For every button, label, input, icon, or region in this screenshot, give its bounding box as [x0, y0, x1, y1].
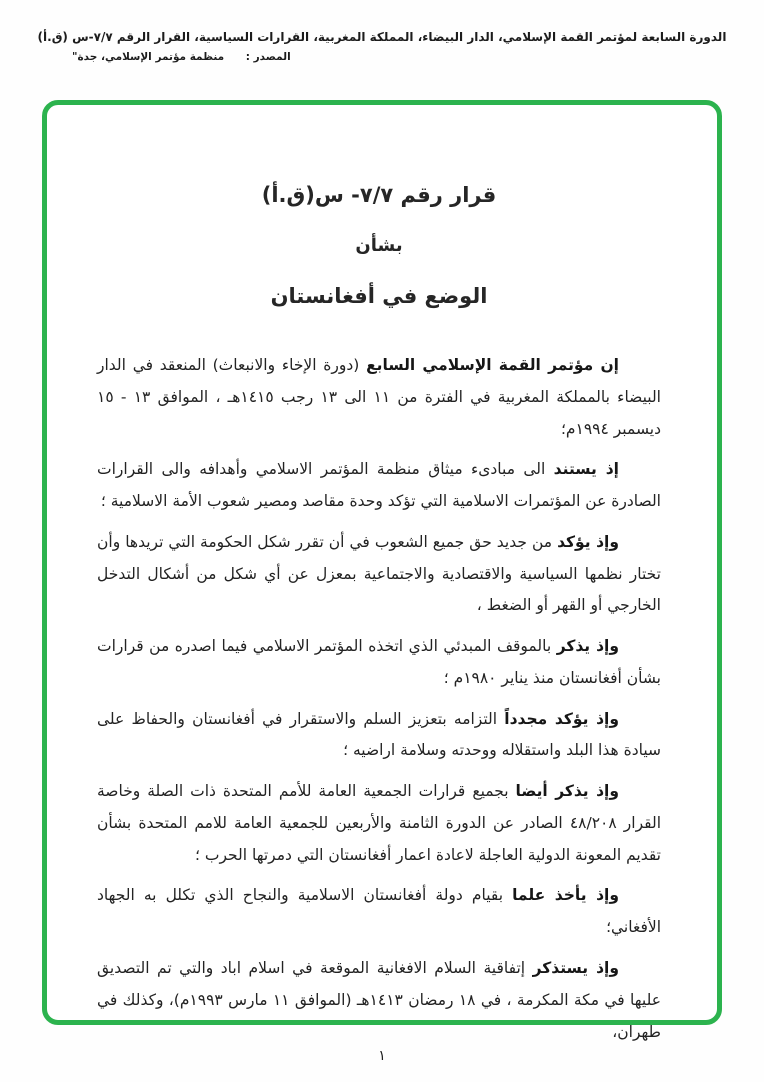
paragraph-lead: وإذ يذكر أيضا — [515, 782, 619, 801]
resolution-regarding: بشأن — [355, 235, 403, 256]
paragraph-lead: وإذ يذكر — [556, 637, 619, 656]
paragraph-lead: إن مؤتمر القمة الإسلامي السابع — [366, 356, 619, 374]
paragraph-text: بالموقف المبدئي الذي اتخذه المؤتمر الاسلامي فيما اصدره من قرارات بشأن أفغانستان منذ يناير ١٩٨٠م ؛ — [97, 637, 661, 687]
paragraph — [97, 776, 661, 871]
paragraph-text: إتفاقية السلام الافغانية الموقعة في اسلام اباد والتي تم التصديق عليها في مكة المكرمة ، في ١٨ رمضان ١٤١٣هـ (الموافق ١١ مارس ١٩٩٣م)، وكذلك في طهران، — [97, 959, 661, 1041]
paragraph — [97, 880, 661, 944]
page-number: ١ — [378, 1048, 386, 1064]
paragraph-text: بجميع قرارات الجمعية العامة للأمم المتحدة ذات الصلة وخاصة القرار ٤٨/٢٠٨ الصادر عن الدورة الثامنة والأربعين للجمعية العامة للامم المتحدة بشأن تقديم المعونة الدولية العاجلة لاعادة اعمار أفغانستان التي دمرتها الحرب ؛ — [97, 782, 661, 864]
resolution-subject: الوضع في أفغانستان — [270, 284, 488, 308]
resolution-number: قرار رقم ٧/٧- س(ق.أ) — [261, 183, 497, 207]
catalog-source — [0, 51, 764, 63]
paragraph-lead: وإذ يستذكر — [532, 959, 620, 978]
paragraph — [97, 631, 661, 695]
source-label: المصدر : — [245, 51, 291, 63]
paragraph — [97, 527, 661, 622]
catalog-title: الدورة السابعة لمؤتمر القمة الإسلامي، الدار البيضاء، المملكة المغربية، القرارات السياسية، القرار الرقم ٧/٧-س (ق.أ) — [37, 30, 727, 44]
paragraph-text: من جديد حق جميع الشعوب في أن تقرر شكل الحكومة التي تريدها وأن تختار نظمها السياسية والاقتصادية والاجتماعية بمعزل عن أي شكل من أشكال التدخل الخارجي أو القهر أو الضغط ، — [97, 532, 661, 615]
resolution-title-block — [97, 183, 661, 308]
paragraph-text: بقيام دولة أفغانستان الاسلامية والنجاح الذي تكلل به الجهاد الأفغاني؛ — [97, 886, 661, 937]
paragraph-lead: وإذ يؤكد مجدداً — [504, 709, 619, 728]
resolution-body — [97, 350, 661, 1048]
paragraph — [97, 454, 661, 518]
scanned-document-frame — [42, 100, 722, 1041]
paragraph — [97, 704, 661, 768]
source-value: منظمة مؤتمر الإسلامي، جدة" — [72, 51, 225, 63]
paragraph — [97, 953, 661, 1048]
paragraph-lead: إذ يستند — [553, 460, 619, 479]
paragraph-lead: وإذ يؤكد — [557, 532, 619, 551]
catalog-header — [0, 30, 764, 63]
paragraph-text: الى مبادىء ميثاق منظمة المؤتمر الاسلامي وأهدافه والى القرارات الصادرة عن المؤتمرات الاسلامية التي تؤكد وحدة مقاصد ومصير شعوب الأمة الاسلامية ؛ — [97, 460, 661, 511]
paragraph-text: (دورة الإخاء والانبعاث) المنعقد في الدار البيضاء بالمملكة المغربية في الفترة من ١١ الى ١٣ رجب ١٤١٥هـ ، الموافق ١٣ - ١٥ ديسمبر ١٩٩٤م؛ — [97, 356, 661, 438]
paragraph-lead: وإذ يأخذ علما — [512, 886, 619, 905]
paragraph — [97, 350, 661, 445]
paragraph-text: التزامه بتعزيز السلم والاستقرار في أفغانستان والحفاظ على سيادة هذا البلد واستقلاله ووحدته وسلامة اراضيه ؛ — [97, 709, 661, 760]
